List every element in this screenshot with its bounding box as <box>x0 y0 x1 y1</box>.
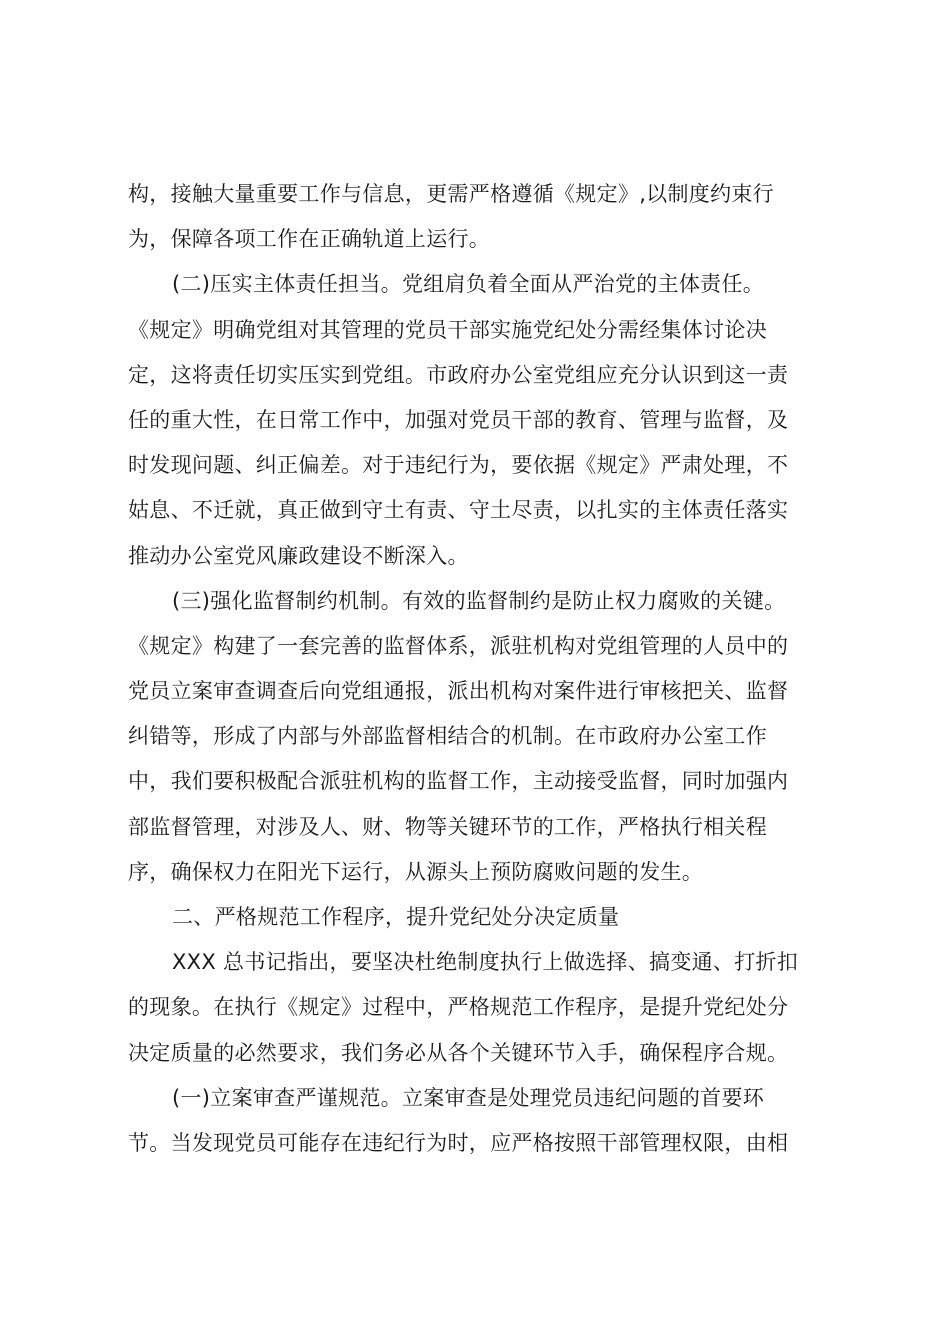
section-heading <box>128 895 828 940</box>
section-heading-text: 二、严格规范工作程序，提升党纪处分决定质量 <box>172 905 620 929</box>
paragraph <box>128 940 828 1076</box>
paragraph <box>128 579 828 895</box>
text-line: 任的重大性，在日常工作中，加强对党员干部的教育、管理与监督，及 <box>128 407 789 432</box>
text-line: 党员立案审查调查后向党组通报，派出机构对案件进行审核把关、监督 <box>128 679 789 704</box>
text-line: 姑息、不迁就，真正做到守土有责、守土尽责，以扎实的主体责任落实 <box>128 498 789 523</box>
paragraph <box>128 262 828 578</box>
text-line: 推动办公室党风廉政建设不断深入。 <box>128 543 469 568</box>
text-line: XXX 总书记指出，要坚决杜绝制度执行上做选择、搞变通、打折扣 <box>172 950 799 975</box>
text-line: 时发现问题、纠正偏差。对于违纪行为，要依据《规定》严肃处理，不 <box>128 453 789 478</box>
document-body <box>128 172 828 1166</box>
paragraph <box>128 172 828 262</box>
text-line: 纠错等，形成了内部与外部监督相结合的机制。在市政府办公室工作 <box>128 724 767 749</box>
text-line: (二)压实主体责任担当。党组肩负着全面从严治党的主体责任。 <box>172 272 765 297</box>
text-line: 为，保障各项工作在正确轨道上运行。 <box>128 227 491 252</box>
text-line: 部监督管理，对涉及人、财、物等关键环节的工作，严格执行相关程 <box>128 814 767 839</box>
text-line: 的现象。在执行《规定》过程中，严格规范工作程序，是提升党纪处分 <box>128 995 789 1020</box>
text-line: (一)立案审查严谨规范。立案审查是处理党员违纪问题的首要环 <box>172 1085 765 1110</box>
text-line: 《规定》明确党组对其管理的党员干部实施党纪处分需经集体讨论决 <box>128 317 767 342</box>
paragraph <box>128 1076 828 1166</box>
text-line: 序，确保权力在阳光下运行，从源头上预防腐败问题的发生。 <box>128 859 704 884</box>
text-line: 定，这将责任切实压实到党组。市政府办公室党组应充分认识到这一责 <box>128 362 789 387</box>
text-line: 构，接触大量重要工作与信息，更需严格遵循《规定》,以制度约束行 <box>128 182 774 206</box>
text-line: 中，我们要积极配合派驻机构的监督工作，主动接受监督，同时加强内 <box>128 769 789 794</box>
text-line: (三)强化监督制约机制。有效的监督制约是防止权力腐败的关键。 <box>172 588 786 613</box>
text-line: 节。当发现党员可能存在违纪行为时，应严格按照干部管理权限，由相 <box>128 1130 789 1155</box>
text-line: 决定质量的必然要求，我们务必从各个关键环节入手，确保程序合规。 <box>128 1040 789 1065</box>
text-line: 《规定》构建了一套完善的监督体系，派驻机构对党组管理的人员中的 <box>128 633 789 658</box>
